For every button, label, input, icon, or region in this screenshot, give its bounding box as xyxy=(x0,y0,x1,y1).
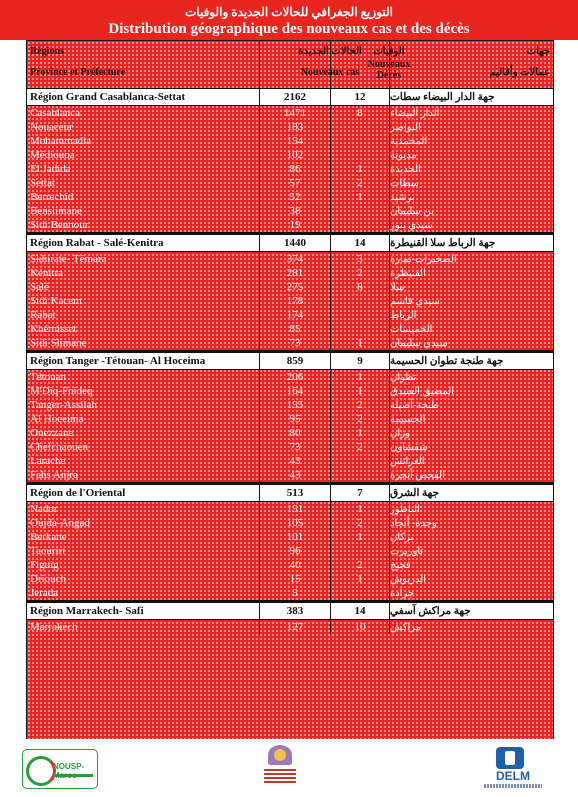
province-name-fr: Tanger-Assilah xyxy=(30,399,97,411)
region-name-ar: جهة الشرق xyxy=(390,488,440,499)
province-new-cases: 101 xyxy=(259,530,330,544)
province-name-fr: Driouch xyxy=(30,573,67,585)
province-name-ar: الفحص أنجرة xyxy=(390,469,445,481)
region-new-cases: 859 xyxy=(259,353,330,369)
province-row xyxy=(27,106,553,120)
region-name-fr: Région Marrakech- Safi xyxy=(30,605,144,617)
region-new-cases: 513 xyxy=(259,485,330,501)
province-name-ar: المحمدية xyxy=(390,135,428,147)
col-header-new-deaths-ar: الوفيات xyxy=(373,46,405,57)
title-arabic: التوزيع الجغرافي للحالات الجديدة والوفيات xyxy=(185,5,393,19)
province-row xyxy=(27,204,553,218)
province-name-ar: الصخيرات-تمارة xyxy=(390,253,457,265)
province-row xyxy=(27,252,553,266)
province-new-cases: 374 xyxy=(259,252,330,266)
province-new-deaths xyxy=(330,468,390,482)
page-header xyxy=(0,0,578,40)
province-new-cases: 275 xyxy=(259,280,330,294)
province-row xyxy=(27,218,553,233)
province-name-fr: Rabat xyxy=(30,309,56,321)
province-new-deaths: 8 xyxy=(330,106,390,120)
province-row xyxy=(27,266,553,280)
province-name-ar: مديونة xyxy=(390,149,417,161)
province-name-fr: Fahs Anjra xyxy=(30,469,78,481)
region-new-cases: 2162 xyxy=(259,89,330,105)
province-new-cases: 102 xyxy=(259,148,330,162)
ministry-emblem-logo xyxy=(262,745,298,791)
province-name-fr: Skhirate- Témara xyxy=(30,253,107,265)
province-new-deaths: 1 xyxy=(330,530,390,544)
province-new-deaths: 1 xyxy=(330,370,390,384)
col-header-new-cases xyxy=(259,41,362,88)
province-row xyxy=(27,426,553,440)
province-new-cases: 178 xyxy=(259,294,330,308)
province-new-cases: 105 xyxy=(259,516,330,530)
province-new-deaths: 1 xyxy=(330,336,390,350)
col-header-new-cases-ar: الحالات الجديدة xyxy=(298,46,362,57)
province-row xyxy=(27,412,553,426)
province-row xyxy=(27,544,553,558)
province-name-fr: Kénitra xyxy=(30,267,63,279)
distribution-table xyxy=(26,40,554,740)
region-new-deaths: 14 xyxy=(330,235,390,251)
nousp-logo xyxy=(22,749,98,789)
province-new-deaths: 1 xyxy=(330,162,390,176)
province-name-ar: المضيق الفنيدق xyxy=(390,385,455,397)
footer xyxy=(0,739,578,797)
province-new-cases: 174 xyxy=(259,308,330,322)
province-name-fr: Berrechid xyxy=(30,191,74,203)
province-row xyxy=(27,148,553,162)
province-new-deaths xyxy=(330,322,390,336)
province-name-fr: Chefchaouen xyxy=(30,441,89,453)
region-new-deaths: 12 xyxy=(330,89,390,105)
province-name-fr: Marrakech xyxy=(30,621,78,633)
col-header-regions-ar xyxy=(390,41,550,88)
province-new-cases: 96 xyxy=(259,544,330,558)
province-name-ar: وجدة- أنجاد xyxy=(390,517,437,529)
region-name-ar: جهة الرباط سلا القنيطرة xyxy=(390,238,496,249)
province-name-fr: Tétouan xyxy=(30,371,67,383)
col-header-province-label: Province et Préfecture xyxy=(30,67,126,78)
province-name-fr: Nouaceur xyxy=(30,121,73,133)
province-row xyxy=(27,190,553,204)
province-row xyxy=(27,134,553,148)
province-new-deaths xyxy=(330,294,390,308)
province-row xyxy=(27,322,553,336)
province-name-ar: الخميسات xyxy=(390,323,433,335)
province-new-cases: 80 xyxy=(259,426,330,440)
province-new-cases: 19 xyxy=(259,218,330,232)
province-new-cases: 43 xyxy=(259,454,330,468)
province-new-deaths: 8 xyxy=(330,280,390,294)
province-name-ar: فجيج xyxy=(390,559,411,571)
province-name-fr: Mohammadia xyxy=(30,135,92,147)
province-name-ar: الرباط xyxy=(390,309,417,321)
province-new-cases: 206 xyxy=(259,370,330,384)
province-new-cases: 73 xyxy=(259,440,330,454)
province-name-ar: جرادة xyxy=(390,587,415,599)
delm-logo xyxy=(482,747,544,791)
province-name-fr: Casablanca xyxy=(30,107,81,119)
province-new-deaths xyxy=(330,148,390,162)
province-new-cases: 73 xyxy=(259,336,330,350)
region-name-fr: Région Rabat - Salé-Kenitra xyxy=(30,237,164,249)
delm-mark-icon xyxy=(496,747,524,769)
col-header-new-cases-fr: Nouveaux cas xyxy=(300,67,360,78)
province-new-cases: 43 xyxy=(259,468,330,482)
province-row xyxy=(27,308,553,322)
col-header-regions-ar-label: جهات xyxy=(526,46,550,57)
province-name-fr: Ouezzane xyxy=(30,427,74,439)
col-header-new-deaths-fr: Nouveaux Décès xyxy=(367,59,411,81)
province-new-deaths: 10 xyxy=(330,620,390,634)
province-name-fr: Berkane xyxy=(30,531,67,543)
province-name-ar: الناظور xyxy=(390,503,420,515)
province-name-fr: Sidi Bennour xyxy=(30,219,89,231)
delm-logo-text: DELM xyxy=(496,769,530,783)
region-name-ar: جهة مراكش آسفي xyxy=(390,606,471,617)
region-name-ar: جهة الدار البيضاء سطات xyxy=(390,92,495,103)
province-name-fr: Benslimane xyxy=(30,205,82,217)
province-new-deaths xyxy=(330,120,390,134)
region-name-fr: Région de l'Oriental xyxy=(30,487,126,499)
province-new-cases: 281 xyxy=(259,266,330,280)
nousp-ring-icon xyxy=(26,756,56,786)
region-row xyxy=(27,601,553,620)
province-new-cases: 151 xyxy=(259,502,330,516)
province-new-deaths: 3 xyxy=(330,252,390,266)
province-new-deaths: 1 xyxy=(330,572,390,586)
col-header-province-ar-label: عمالات وأقاليم xyxy=(489,67,550,78)
region-name-fr: Région Tanger -Tétouan- Al Hoceima xyxy=(30,355,206,367)
province-row xyxy=(27,454,553,468)
province-new-cases: 1471 xyxy=(259,106,330,120)
province-row xyxy=(27,586,553,601)
province-new-cases: 154 xyxy=(259,134,330,148)
province-row xyxy=(27,162,553,176)
province-new-deaths xyxy=(330,204,390,218)
province-row xyxy=(27,176,553,190)
region-row xyxy=(27,233,553,252)
province-new-deaths: 2 xyxy=(330,440,390,454)
province-name-ar: شفشاون xyxy=(390,441,428,453)
emblem-sun-icon xyxy=(274,749,286,761)
province-name-fr: Médiouna xyxy=(30,149,75,161)
province-new-deaths xyxy=(330,134,390,148)
province-name-fr: Khémisset xyxy=(30,323,77,335)
province-row xyxy=(27,440,553,454)
province-name-fr: Oujda-Angad xyxy=(30,517,90,529)
province-new-deaths: 2 xyxy=(330,266,390,280)
province-name-ar: سيدي سليمان xyxy=(390,337,448,349)
emblem-text-lines xyxy=(264,769,296,785)
province-new-deaths: 1 xyxy=(330,190,390,204)
province-name-ar: سطات xyxy=(390,177,420,189)
region-new-deaths: 7 xyxy=(330,485,390,501)
region-new-deaths: 9 xyxy=(330,353,390,369)
province-name-ar: القنيطرة xyxy=(390,267,426,279)
table-column-headers xyxy=(27,41,553,89)
province-name-ar: العرائش xyxy=(390,455,425,467)
region-new-cases: 1440 xyxy=(259,235,330,251)
nousp-logo-bar xyxy=(53,774,93,777)
province-name-ar: سلا xyxy=(390,281,405,293)
col-header-regions-fr xyxy=(30,41,260,88)
province-name-ar: تطوان xyxy=(390,371,417,383)
province-new-cases: 127 xyxy=(259,620,330,634)
province-name-ar: الحسيمة xyxy=(390,413,426,425)
col-header-new-deaths xyxy=(330,41,411,88)
province-name-ar: النواصر xyxy=(390,121,421,133)
province-new-cases: 164 xyxy=(259,384,330,398)
province-new-deaths: 2 xyxy=(330,398,390,412)
province-name-ar: الجديدة xyxy=(390,163,421,175)
province-name-fr: Salé xyxy=(30,281,49,293)
province-name-ar: طنجة-أصيلة xyxy=(390,399,440,411)
province-name-fr: Figuig xyxy=(30,559,59,571)
region-row xyxy=(27,89,553,106)
col-header-regions-label: Régions xyxy=(30,46,64,57)
province-name-fr: Settat xyxy=(30,177,56,189)
province-name-fr: El Jadida xyxy=(30,163,71,175)
province-new-deaths xyxy=(330,586,390,600)
region-row xyxy=(27,351,553,370)
province-row xyxy=(27,280,553,294)
province-new-cases: 57 xyxy=(259,176,330,190)
province-name-fr: Al Hoceima xyxy=(30,413,84,425)
province-new-deaths: 1 xyxy=(330,384,390,398)
nousp-logo-text: NOUSP- xyxy=(53,762,85,771)
province-new-cases: 52 xyxy=(259,190,330,204)
province-row xyxy=(27,398,553,412)
province-new-cases: 15 xyxy=(259,572,330,586)
province-name-ar: الدريوش xyxy=(390,573,427,585)
province-row xyxy=(27,516,553,530)
province-new-cases: 95 xyxy=(259,412,330,426)
province-name-ar: سيدي قاسم xyxy=(390,295,440,307)
province-name-ar: سيدي بنور xyxy=(390,219,433,231)
province-name-ar: بركان xyxy=(390,531,414,543)
province-new-cases: 155 xyxy=(259,398,330,412)
province-row xyxy=(27,468,553,483)
province-new-cases: 183 xyxy=(259,120,330,134)
province-new-deaths: 2 xyxy=(330,176,390,190)
province-new-cases: 86 xyxy=(259,162,330,176)
province-row xyxy=(27,502,553,516)
province-name-fr: Nador xyxy=(30,503,58,515)
province-name-fr: Larache xyxy=(30,455,66,467)
region-name-ar: جهة طنجة تطوان الحسيمة xyxy=(390,356,504,367)
province-new-cases: 5 xyxy=(259,586,330,600)
province-name-fr: Jerada xyxy=(30,587,59,599)
province-new-cases: 40 xyxy=(259,558,330,572)
province-new-deaths: 2 xyxy=(330,516,390,530)
province-row xyxy=(27,370,553,384)
province-name-fr: Sidi Kacem xyxy=(30,295,82,307)
province-new-deaths: 2 xyxy=(330,558,390,572)
region-new-deaths: 14 xyxy=(330,603,390,619)
province-row xyxy=(27,572,553,586)
province-name-ar: وزان xyxy=(390,427,410,439)
province-new-deaths: 1 xyxy=(330,426,390,440)
province-row xyxy=(27,336,553,351)
province-new-deaths xyxy=(330,308,390,322)
province-new-deaths xyxy=(330,544,390,558)
title-french: Distribution géographique des nouveaux cas et des décès xyxy=(108,21,470,37)
province-row xyxy=(27,120,553,134)
province-row xyxy=(27,620,553,634)
province-row xyxy=(27,558,553,572)
province-name-fr: Sidi Slimane xyxy=(30,337,87,349)
table-body xyxy=(27,89,553,634)
province-row xyxy=(27,530,553,544)
region-row xyxy=(27,483,553,502)
province-new-deaths: 2 xyxy=(330,412,390,426)
province-name-ar: مراكش xyxy=(390,621,422,633)
province-name-fr: M'Diq-Fnideq xyxy=(30,385,93,397)
province-row xyxy=(27,384,553,398)
province-row xyxy=(27,294,553,308)
province-name-ar: تاوريرت xyxy=(390,545,424,557)
province-new-cases: 85 xyxy=(259,322,330,336)
province-new-cases: 38 xyxy=(259,204,330,218)
province-new-deaths xyxy=(330,454,390,468)
region-new-cases: 383 xyxy=(259,603,330,619)
province-name-fr: Taourirt xyxy=(30,545,66,557)
province-new-deaths: 1 xyxy=(330,502,390,516)
region-name-fr: Région Grand Casablanca-Settat xyxy=(30,91,186,103)
province-name-ar: برشيد xyxy=(390,191,415,203)
province-new-deaths xyxy=(330,218,390,232)
delm-subtitle-lines xyxy=(484,784,542,788)
province-name-ar: بن سليمان xyxy=(390,205,434,217)
province-name-ar: الدار البيضاء xyxy=(390,107,440,119)
